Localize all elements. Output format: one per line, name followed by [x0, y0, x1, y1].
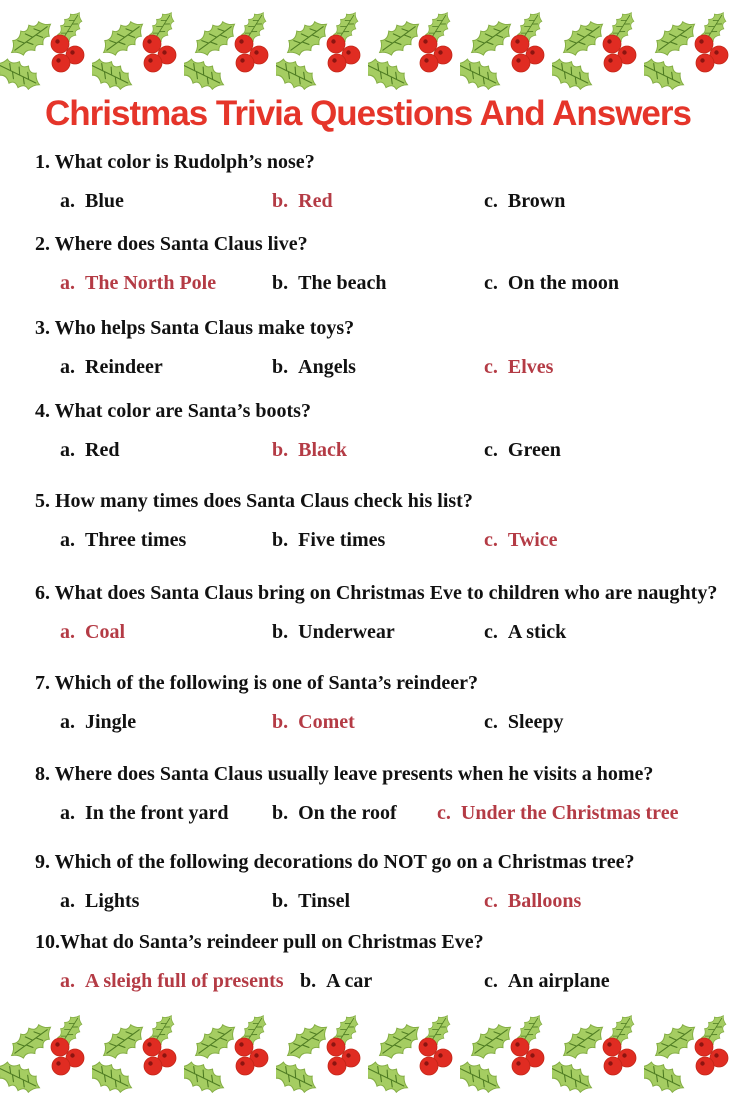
option-b: [272, 189, 333, 213]
question-block: [0, 850, 736, 913]
option-b-label: Underwear: [298, 621, 395, 643]
option-b-label: Angels: [298, 356, 356, 378]
holly-border-top: [0, 6, 736, 90]
option-c-label: Brown: [507, 190, 566, 212]
options-row: [0, 710, 736, 734]
option-b: [272, 620, 395, 644]
option-a-letter: a.: [60, 356, 75, 378]
option-b-label: A car: [326, 970, 373, 992]
option-b-letter: b.: [300, 970, 317, 992]
question-text: 4. What color are Santa’s boots?: [35, 400, 311, 422]
option-c-letter: c.: [437, 802, 451, 824]
question-block: [0, 232, 736, 295]
option-c-letter: c.: [484, 970, 498, 992]
question-block: [0, 399, 736, 462]
question-text: 6. What does Santa Claus bring on Christmas Eve to children who are naughty?: [35, 582, 718, 604]
option-a: [60, 528, 186, 552]
option-a-letter: a.: [60, 802, 75, 824]
option-c-letter: c.: [484, 711, 498, 733]
option-c-label: Balloons: [507, 890, 582, 912]
option-b: [272, 271, 386, 295]
option-c-letter: c.: [484, 439, 498, 461]
option-b-letter: b.: [272, 439, 289, 461]
option-a-letter: a.: [60, 190, 75, 212]
option-c: [437, 801, 678, 825]
question-block: [0, 150, 736, 213]
option-c: [484, 969, 610, 993]
option-a-letter: a.: [60, 272, 75, 294]
option-a: [60, 889, 139, 913]
question-block: [0, 316, 736, 379]
option-c-letter: c.: [484, 529, 498, 551]
holly-garland-graphic: [0, 6, 736, 90]
options-row: [0, 189, 736, 213]
option-b-letter: b.: [272, 802, 289, 824]
option-b: [272, 710, 355, 734]
option-c-letter: c.: [484, 272, 498, 294]
options-row: [0, 355, 736, 379]
question-block: [0, 671, 736, 734]
option-a: [60, 620, 125, 644]
option-c: [484, 710, 563, 734]
option-b-letter: b.: [272, 190, 289, 212]
question-block: [0, 930, 736, 993]
question-text: 3. Who helps Santa Claus make toys?: [35, 317, 355, 339]
option-b-label: Tinsel: [298, 890, 350, 912]
option-a-letter: a.: [60, 711, 75, 733]
question-text: 10.What do Santa’s reindeer pull on Christmas Eve?: [35, 931, 484, 953]
page-title-text: Christmas Trivia Questions And Answers: [45, 94, 691, 133]
question-text: 8. Where does Santa Claus usually leave presents when he visits a home?: [35, 763, 654, 785]
options-row: [0, 620, 736, 644]
option-c-label: Green: [507, 439, 561, 461]
option-b-label: Five times: [298, 529, 386, 551]
question-text: 5. How many times does Santa Claus check his list?: [35, 490, 473, 512]
option-b: [272, 889, 350, 913]
option-c-label: A stick: [507, 621, 567, 643]
option-b-letter: b.: [272, 529, 289, 551]
holly-garland-graphic: [0, 1009, 736, 1093]
option-c: [484, 438, 561, 462]
question-text: 7. Which of the following is one of Santa’s reindeer?: [35, 672, 478, 694]
option-a: [60, 271, 216, 295]
option-a-letter: a.: [60, 621, 75, 643]
question-block: [0, 762, 736, 825]
option-b: [272, 528, 385, 552]
option-b-letter: b.: [272, 711, 289, 733]
option-c: [484, 889, 581, 913]
option-a: [60, 801, 229, 825]
option-a-label: In the front yard: [85, 802, 229, 824]
option-a-label: A sleigh full of presents: [85, 970, 284, 992]
options-row: [0, 801, 736, 825]
options-row: [0, 271, 736, 295]
option-a: [60, 355, 163, 379]
option-b: [272, 355, 356, 379]
option-b-label: Red: [298, 190, 333, 212]
option-c: [484, 528, 558, 552]
questions-list: [0, 150, 736, 993]
option-a: [60, 969, 284, 993]
option-c: [484, 620, 566, 644]
option-a: [60, 189, 124, 213]
holly-border-bottom: [0, 1009, 736, 1093]
question-text: 1. What color is Rudolph’s nose?: [35, 151, 315, 173]
page-title: [0, 92, 736, 136]
question-block: [0, 581, 736, 644]
option-c-letter: c.: [484, 356, 498, 378]
option-a-label: Red: [85, 439, 120, 461]
option-c: [484, 271, 619, 295]
option-a-label: Jingle: [85, 711, 137, 733]
question-block: [0, 489, 736, 552]
question-text: 2. Where does Santa Claus live?: [35, 233, 308, 255]
option-b: [272, 438, 347, 462]
option-a-letter: a.: [60, 890, 75, 912]
option-b-label: Comet: [298, 711, 355, 733]
option-b-letter: b.: [272, 621, 289, 643]
option-a-label: The North Pole: [85, 272, 217, 294]
option-c: [484, 189, 565, 213]
option-b-letter: b.: [272, 890, 289, 912]
option-c-label: On the moon: [507, 272, 620, 294]
option-c-letter: c.: [484, 190, 498, 212]
option-c: [484, 355, 553, 379]
question-text: 9. Which of the following decorations do NOT go on a Christmas tree?: [35, 851, 635, 873]
option-b-label: The beach: [298, 272, 387, 294]
option-c-label: Sleepy: [507, 711, 564, 733]
option-a-label: Lights: [85, 890, 140, 912]
option-c-letter: c.: [484, 890, 498, 912]
options-row: [0, 889, 736, 913]
option-c-letter: c.: [484, 621, 498, 643]
option-a: [60, 710, 136, 734]
option-a-letter: a.: [60, 970, 75, 992]
option-b: [300, 969, 372, 993]
option-a-label: Three times: [85, 529, 187, 551]
option-c-label: An airplane: [507, 970, 610, 992]
option-c-label: Under the Christmas tree: [460, 802, 679, 824]
options-row: [0, 438, 736, 462]
option-b-label: On the roof: [298, 802, 397, 824]
option-b-letter: b.: [272, 356, 289, 378]
option-a-label: Coal: [85, 621, 125, 643]
option-c-label: Elves: [507, 356, 554, 378]
options-row: [0, 528, 736, 552]
option-c-label: Twice: [507, 529, 558, 551]
option-a-label: Reindeer: [85, 356, 163, 378]
option-b-label: Black: [298, 439, 348, 461]
option-a-letter: a.: [60, 439, 75, 461]
option-b: [272, 801, 397, 825]
option-a-letter: a.: [60, 529, 75, 551]
option-b-letter: b.: [272, 272, 289, 294]
option-a-label: Blue: [85, 190, 124, 212]
option-a: [60, 438, 119, 462]
options-row: [0, 969, 736, 993]
